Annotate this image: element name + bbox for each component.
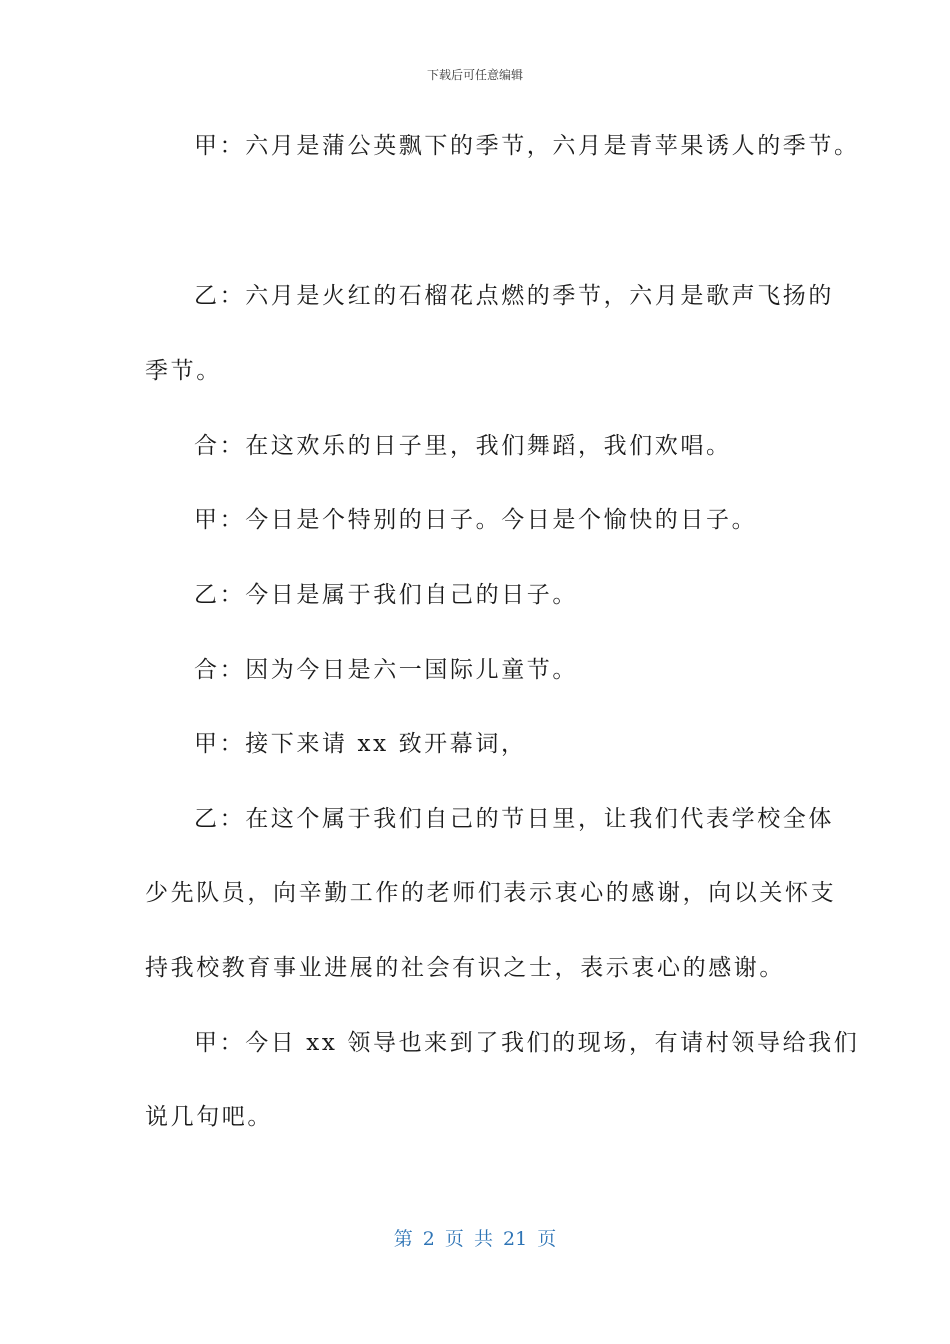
paragraph-line: 甲：今日 xx 领导也来到了我们的现场，有请村领导给我们 <box>194 1030 860 1056</box>
paragraph-line: 甲：六月是蒲公英飘下的季节，六月是青苹果诱人的季节。 <box>194 133 860 159</box>
paragraph-line: 持我校教育事业进展的社会有识之士，表示衷心的感谢。 <box>145 955 785 981</box>
paragraph-line: 说几句吧。 <box>145 1104 273 1130</box>
paragraph-line: 甲：今日是个特别的日子。今日是个愉快的日子。 <box>194 507 758 533</box>
paragraph-line: 乙：今日是属于我们自己的日子。 <box>194 582 578 608</box>
paragraph-line: 合：在这欢乐的日子里，我们舞蹈，我们欢唱。 <box>194 433 732 459</box>
paragraph-line: 乙：六月是火红的石榴花点燃的季节，六月是歌声飞扬的 <box>194 283 834 309</box>
page-number-footer: 第 2 页 共 21 页 <box>393 1228 557 1250</box>
paragraph-line: 少先队员，向辛勤工作的老师们表示衷心的感谢，向以关怀支 <box>145 880 837 906</box>
paragraph-line: 季节。 <box>145 358 222 384</box>
paragraph-line: 乙：在这个属于我们自己的节日里，让我们代表学校全体 <box>194 806 834 832</box>
paragraph-line: 合：因为今日是六一国际儿童节。 <box>194 657 578 683</box>
paragraph-line: 甲：接下来请 xx 致开幕词， <box>194 731 527 757</box>
header-note: 下载后可任意编辑 <box>426 68 523 82</box>
